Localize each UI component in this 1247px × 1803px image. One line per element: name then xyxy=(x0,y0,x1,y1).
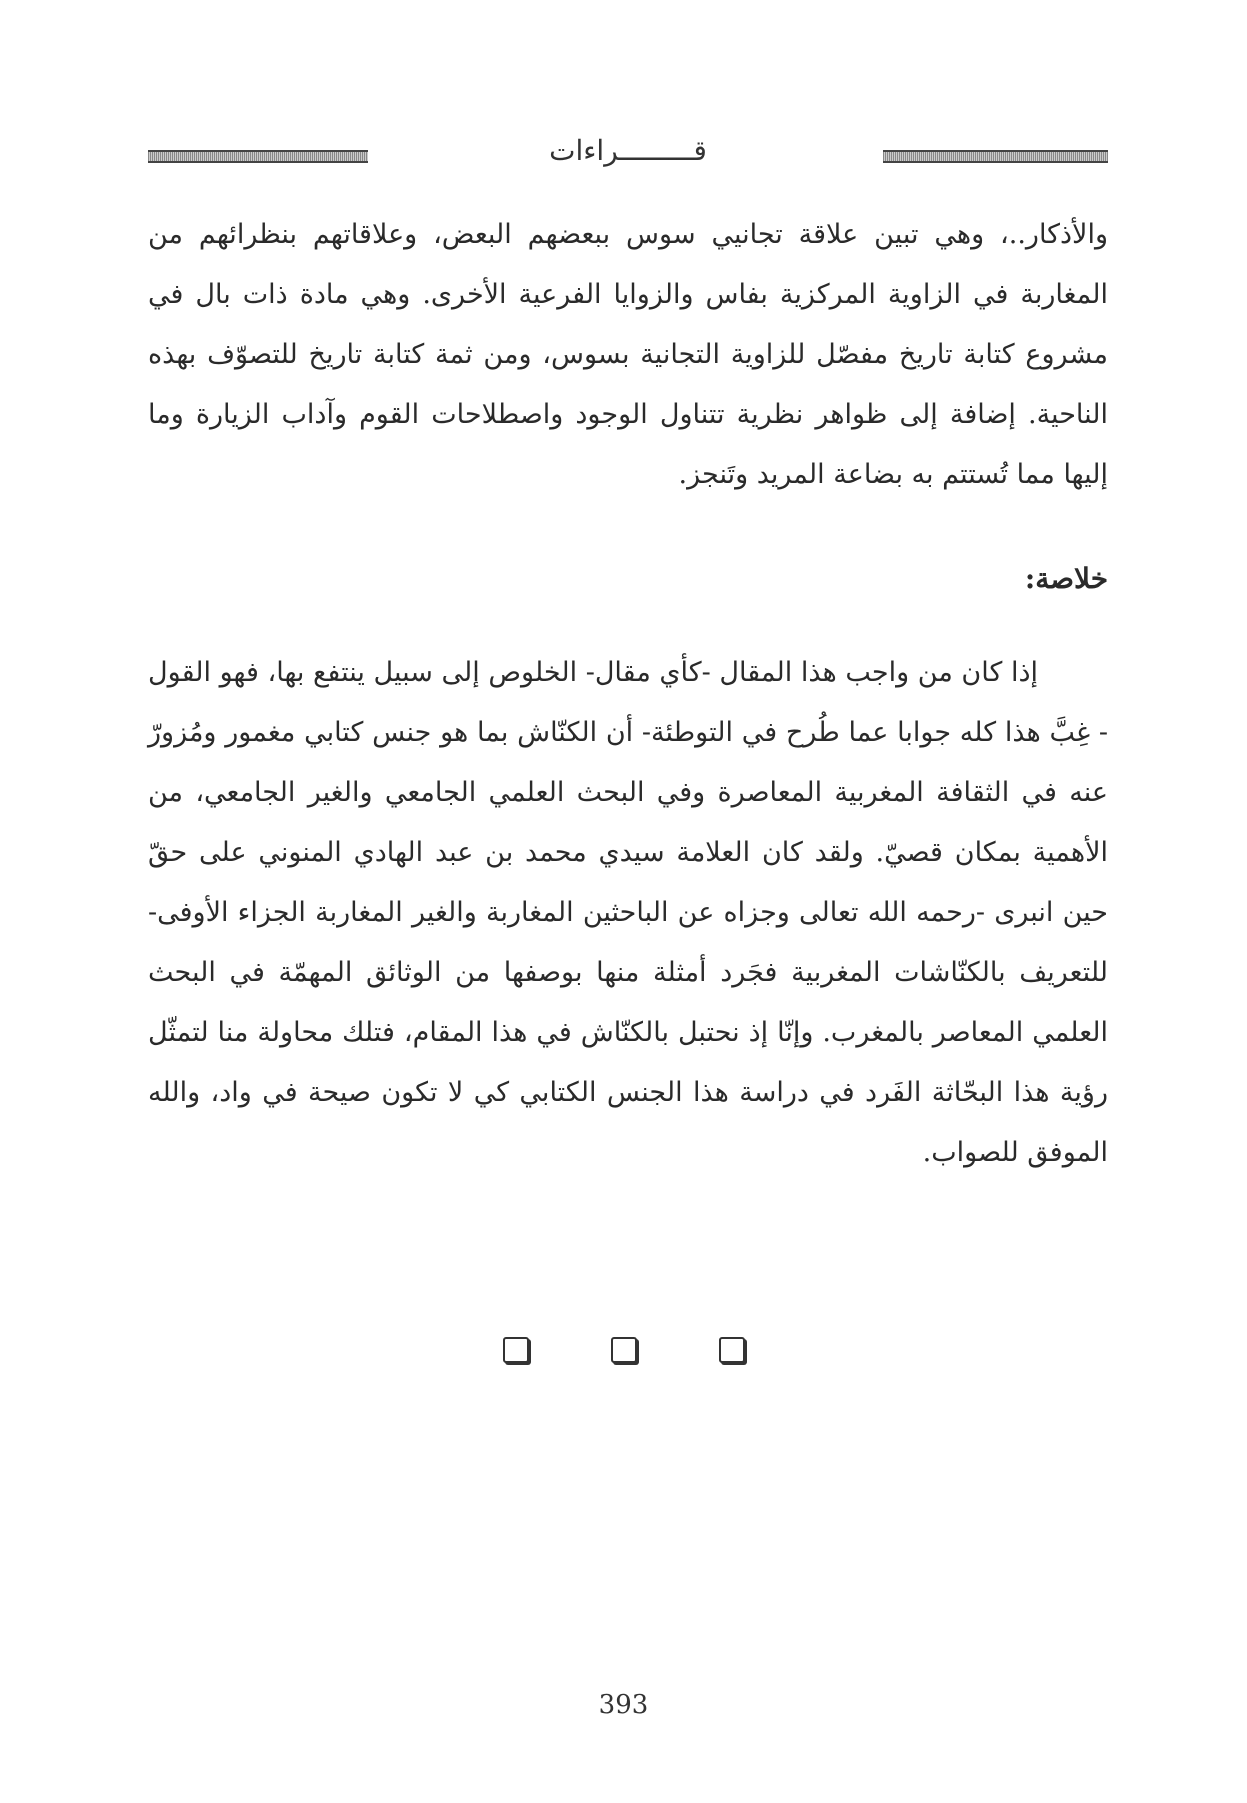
page-number: 393 xyxy=(598,1690,649,1720)
square-ornament-icon xyxy=(719,1337,745,1363)
body-text xyxy=(148,205,1108,1183)
square-ornament-icon xyxy=(503,1337,529,1363)
paragraph-conclusion: إذا كان من واجب هذا المقال -كأي مقال- الخلوص إلى سبيل ينتفع بها، فهو القول - غِبَّ هذا كله جوابا عما طُرح في التوطئة- أن الكنّاش بما هو جنس كتابي مغمور ومُزورّ عنه في الثقافة المغربية المعاصرة وفي البحث العلمي الجامعي والغير الجامعي، من الأهمية بمكان قصيّ. ولقد كان العلامة سيدي محمد بن عبد الهادي المنوني على حقّ حين انبرى -رحمه الله تعالى وجزاه عن الباحثين المغاربة والغير المغاربة الجزاء الأوفى- للتعريف بالكنّاشات المغربية فجَرد أمثلة منها بوصفها من الوثائق المهمّة في البحث العلمي المعاصر بالمغرب. وإنّا إذ نحتبل بالكنّاش في هذا المقام، فتلك محاولة منا لتمثّل رؤية هذا البحّاثة الفَرد في دراسة هذا الجنس الكتابي كي لا تكون صيحة في واد، والله الموفق للصواب. xyxy=(148,657,1108,1168)
running-header xyxy=(148,130,1108,180)
paragraph-continuation: والأذكار..، وهي تبين علاقة تجانيي سوس ببعضهم البعض، وعلاقاتهم بنظرائهم من المغاربة في الزاوية المركزية بفاس والزوايا الفرعية الأخرى. وهي مادة ذات بال في مشروع كتابة تاريخ مفصّل للزاوية التجانية بسوس، ومن ثمة كتابة تاريخ للتصوّف بهذه الناحية. إضافة إلى ظواهر نظرية تتناول الوجود واصطلاحات القوم وآداب الزيارة وما إليها مما تُستتم به بضاعة المريد وتَنجز. xyxy=(148,219,1108,490)
section-end-ornaments xyxy=(0,1337,1247,1377)
header-rule-right xyxy=(883,150,1108,163)
header-title: قـــــــــراءات xyxy=(549,134,707,167)
section-heading: خلاصة: xyxy=(1024,562,1108,595)
square-ornament-icon xyxy=(611,1337,637,1363)
